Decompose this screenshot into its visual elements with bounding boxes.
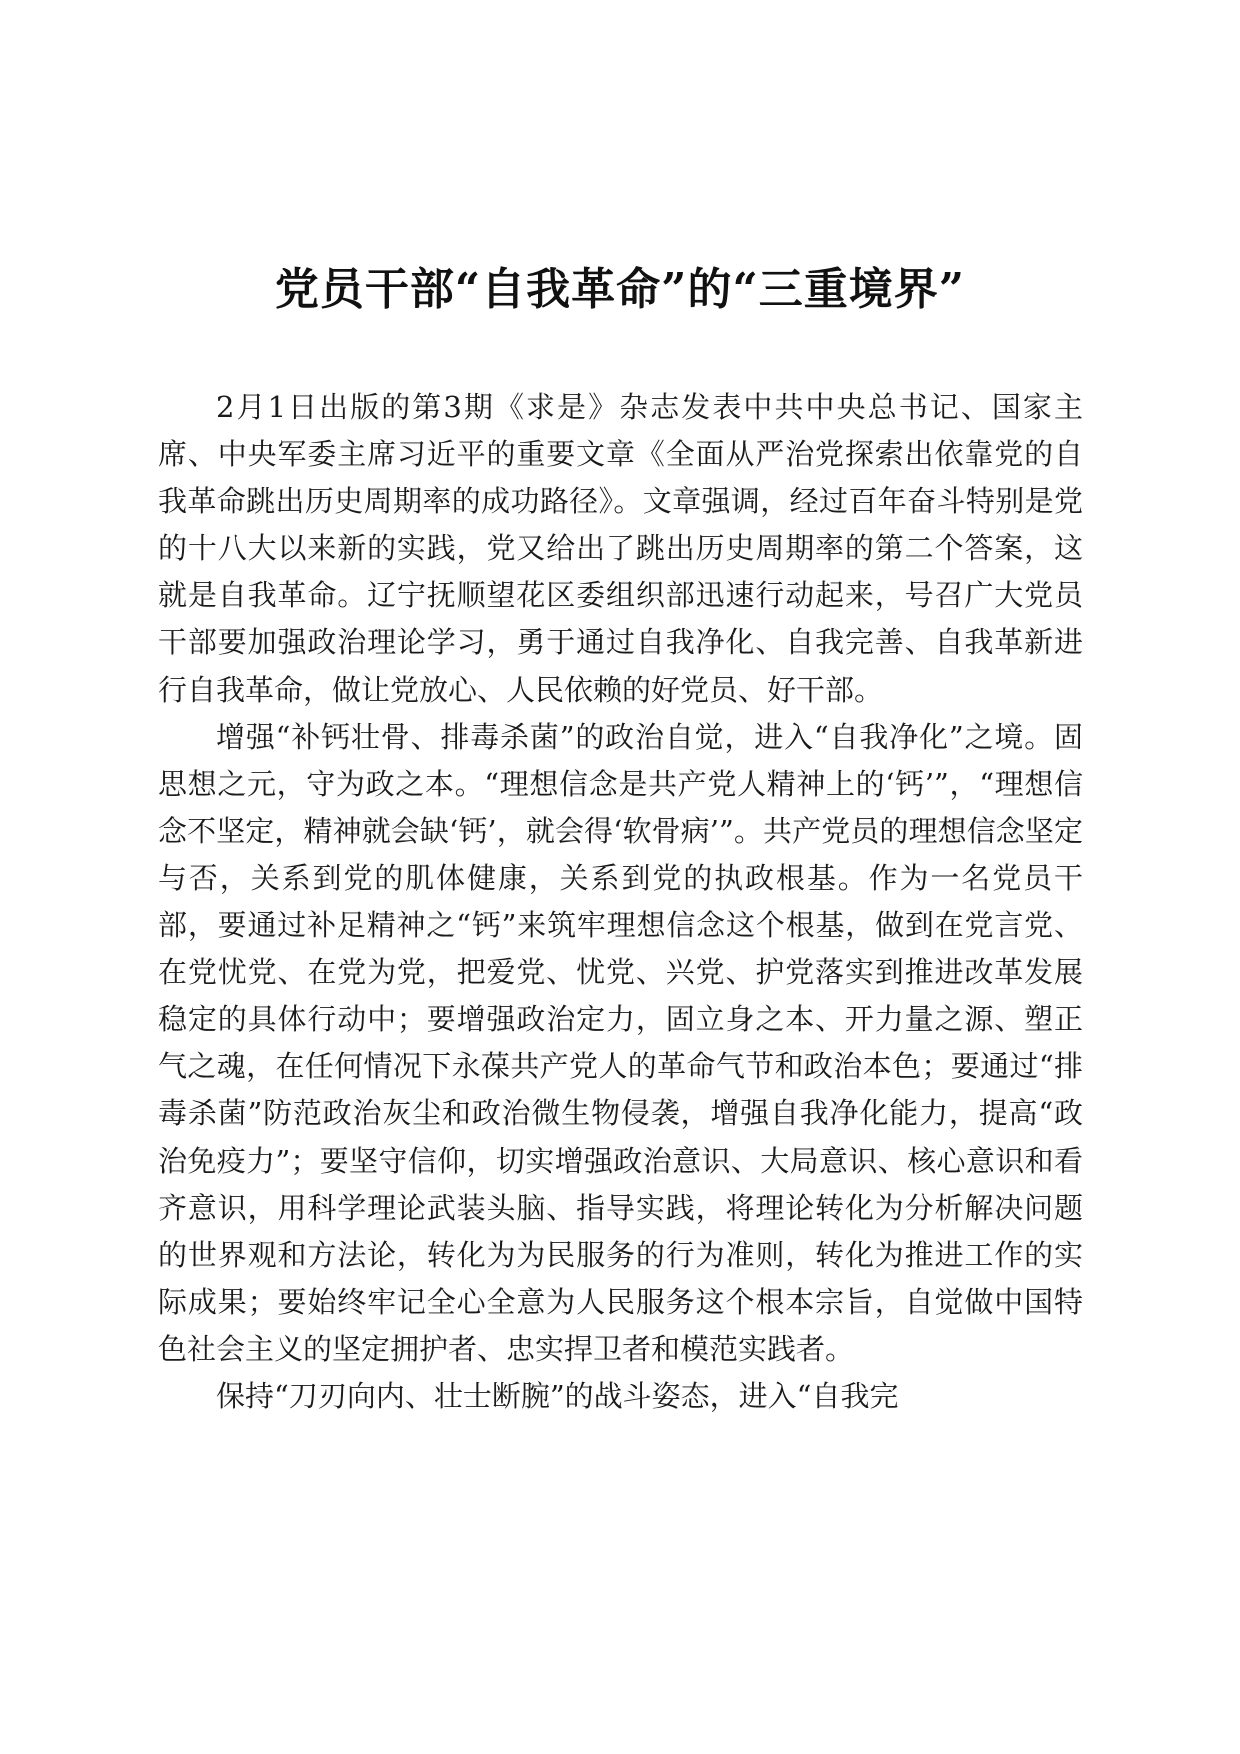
paragraph-intro: 2月1日出版的第3期《求是》杂志发表中共中央总书记、国家主席、中央军委主席习近平的重要文章《全面从严治党探索出依靠党的自我革命跳出历史周期率的成功路径》。文章强调，经过百年奋斗特别是党的十八大以来新的实践，党又给出了跳出历史周期率的第二个答案，这就是自我革命。辽宁抚顺望花区委组织部迅速行动起来，号召广大党员干部要加强政治理论学习，勇于通过自我净化、自我完善、自我革新进行自我革命，做让党放心、人民依赖的好党员、好干部。 [158, 390, 1083, 707]
document-title: 党员干部“自我革命”的“三重境界” [274, 264, 966, 315]
paragraph-self-improvement: 保持“刀刃向内、壮士断腕”的战斗姿态，进入“自我完 [216, 1378, 899, 1413]
paragraph-self-purification: 增强“补钙壮骨、排毒杀菌”的政治自觉，进入“自我净化”之境。固思想之元，守为政之本。“理想信念是共产党人精神上的‘钙’”，“理想信念不坚定，精神就会缺‘钙’，就会得‘软骨病’”。共产党员的理想信念坚定与否，关系到党的肌体健康，关系到党的执政根基。作为一名党员干部，要通过补足精神之“钙”来筑牢理想信念这个根基，做到在党言党、在党忧党、在党为党，把爱党、忧党、兴党、护党落实到推进改革发展稳定的具体行动中；要增强政治定力，固立身之本、开力量之源、塑正气之魂，在任何情况下永葆共产党人的革命气节和政治本色；要通过“排毒杀菌”防范政治灰尘和政治微生物侵袭，增强自我净化能力，提高“政治免疫力”；要坚守信仰，切实增强政治意识、大局意识、核心意识和看齐意识，用科学理论武装头脑、指导实践，将理论转化为分析解决问题的世界观和方法论，转化为为民服务的行为准则，转化为推进工作的实际成果；要始终牢记全心全意为人民服务这个根本宗旨，自觉做中国特色社会主义的坚定拥护者、忠实捍卫者和模范实践者。 [158, 719, 1083, 1366]
document-body [158, 384, 1083, 1420]
